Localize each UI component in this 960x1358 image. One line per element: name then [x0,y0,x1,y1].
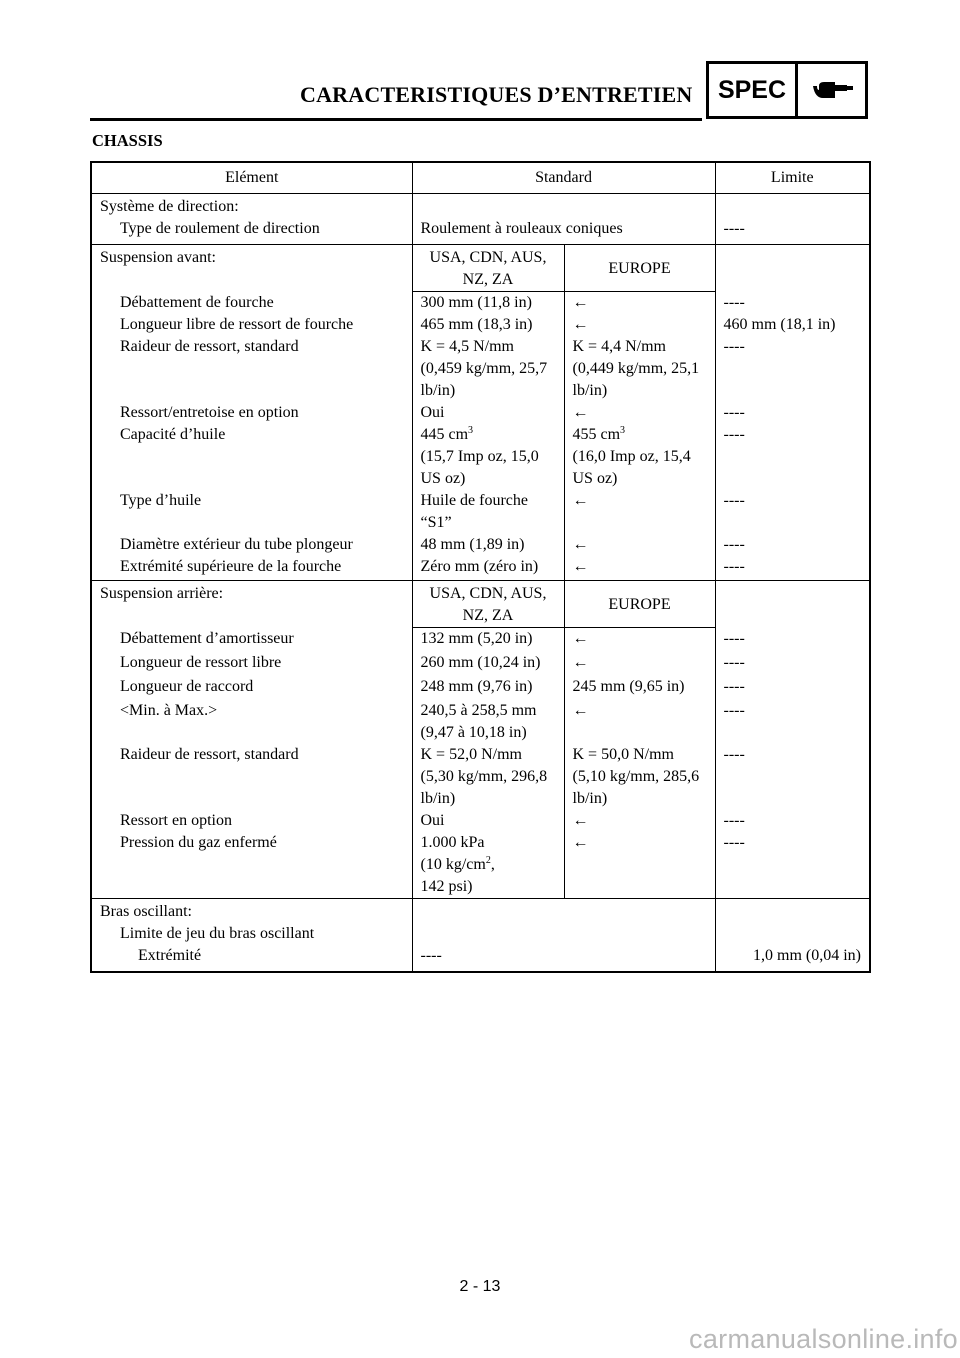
page-number: 2 - 13 [459,1278,501,1295]
table-row [91,402,870,424]
spec-badge [706,61,868,119]
row-limit: ---- [723,811,745,829]
row-label: Ressort/entretoise en option [91,402,412,424]
table-row [91,292,870,315]
row-label: Type d’huile [91,490,412,534]
row-value-b: ← [564,652,715,676]
row-value-a: Huile de fourche “S1” [412,490,564,534]
row-value-a: 48 mm (1,89 in) [412,534,564,556]
row-label: Pression du gaz enfermé [91,832,412,899]
region-usa: USA, CDN, AUS, NZ, ZA [412,245,564,292]
row-label: <Min. à Max.> [91,700,412,744]
table-row [91,652,870,676]
header-rule [90,118,702,121]
row-value-a: 300 mm (11,8 in) [412,292,564,315]
row-label: Raideur de ressort, standard [91,336,412,402]
table-row [91,194,870,219]
row-label: Longueur de raccord [91,676,412,700]
row-limit: ---- [723,220,745,237]
row-limit: ---- [723,833,745,851]
section-title: CHASSIS [92,131,163,150]
table-header-row [91,162,870,194]
row-value-b: ← [564,490,715,534]
chassis-spec-table [90,161,871,973]
row-value-b: ← [564,556,715,581]
row-label: Extrémité supérieure de la fourche [91,556,412,581]
row-value-a: 260 mm (10,24 in) [412,652,564,676]
table-row [91,556,870,581]
table-row [91,898,870,923]
row-value-b: ← [564,628,715,652]
row-value-a: Oui [412,402,564,424]
row-label: Ressort en option [91,810,412,832]
row-label: Raideur de ressort, standard [91,744,412,810]
row-value-a: Zéro mm (zéro in) [412,556,564,581]
row-limit: ---- [723,558,745,575]
row-label: Limite de jeu du bras oscillant [91,923,412,945]
row-label: Longueur libre de ressort de fourche [91,314,412,336]
row-standard: ---- [412,945,715,972]
row-limit: ---- [723,653,745,671]
row-label: Débattement d’amortisseur [91,628,412,652]
wrench-icon [798,64,865,116]
row-label: Extrémité [91,945,412,972]
region-usa: USA, CDN, AUS, NZ, ZA [412,581,564,628]
table-row [91,314,870,336]
table-row [91,628,870,652]
table-row [91,832,870,899]
row-label: Débattement de fourche [91,292,412,315]
row-value-b: ← [564,832,715,899]
header-element: Elément [91,162,412,194]
table-row [91,424,870,490]
row-limit: ---- [723,293,745,311]
table-row [91,490,870,534]
row-value-a: 465 mm (18,3 in) [412,314,564,336]
row-limit: 1,0 mm (0,04 in) [753,946,861,964]
row-value-a: 240,5 à 258,5 mm (9,47 à 10,18 in) [412,700,564,744]
watermark: carmanualsonline.info [689,1324,958,1354]
row-value-b: ← [564,292,715,315]
row-value-b: ← [564,534,715,556]
row-value-a: K = 4,5 N/mm (0,459 kg/mm, 25,7 lb/in) [412,336,564,402]
table-row [91,245,870,292]
row-value-b: K = 4,4 N/mm (0,449 kg/mm, 25,1 lb/in) [564,336,715,402]
table-row [91,923,870,945]
page-header-title: CARACTERISTIQUES D’ENTRETIEN [300,82,693,107]
row-limit: ---- [723,629,745,647]
row-value-a: 445 $cm^3$ (15,7 Imp oz, 15,0 US oz) [412,424,564,490]
row-value-b: K = 50,0 N/mm (5,10 kg/mm, 285,6 lb/in) [564,744,715,810]
table-row [91,581,870,628]
table-row [91,676,870,700]
row-limit: ---- [723,745,745,763]
row-value-b: ← [564,810,715,832]
row-label: Capacité d’huile [91,424,412,490]
header-limit: Limite [715,162,870,194]
region-europe: EUROPE [564,581,715,628]
region-europe: EUROPE [564,245,715,292]
row-limit: ---- [723,536,745,553]
group-label: Suspension arrière: [91,581,412,628]
row-limit: 460 mm (18,1 in) [723,316,836,333]
row-value-a: K = 52,0 N/mm (5,30 kg/mm, 296,8 lb/in) [412,744,564,810]
row-limit: ---- [723,677,745,695]
row-value-a: 132 mm (5,20 in) [412,628,564,652]
table-row [91,218,870,245]
row-label: Diamètre extérieur du tube plongeur [91,534,412,556]
header-standard: Standard [412,162,715,194]
row-value-a: 1.000 kPa (10 $kg/cm^2$, 142 psi) [412,832,564,899]
row-value-b: ← [564,402,715,424]
table-row [91,810,870,832]
row-limit: ---- [723,404,745,421]
row-value-a: 248 mm (9,76 in) [412,676,564,700]
table-row [91,945,870,972]
group-label: Suspension avant: [91,245,412,292]
table-row [91,336,870,402]
table-row [91,700,870,744]
row-value-b: 455 $cm^3$ (16,0 Imp oz, 15,4 US oz) [564,424,715,490]
row-label: Longueur de ressort libre [91,652,412,676]
row-value-b: 245 mm (9,65 in) [564,676,715,700]
row-limit: ---- [723,701,745,719]
table-row [91,744,870,810]
row-standard: Roulement à rouleaux coniques [412,218,715,245]
group-label: Système de direction: [91,194,412,219]
row-limit: ---- [723,338,745,355]
row-limit: ---- [723,492,745,509]
row-limit: ---- [723,426,745,443]
row-value-b: ← [564,314,715,336]
group-label: Bras oscillant: [91,898,412,923]
row-value-b: ← [564,700,715,744]
row-value-a: Oui [412,810,564,832]
spec-badge-label: SPEC [709,64,798,116]
table-row [91,534,870,556]
row-label: Type de roulement de direction [91,218,412,245]
